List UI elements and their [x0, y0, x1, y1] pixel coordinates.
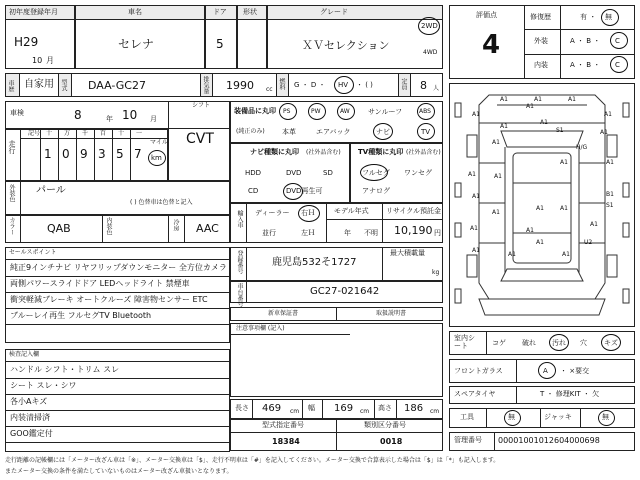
fuel-label: 燃料 [278, 78, 285, 90]
plate-number: 鹿児島532そ1727 [272, 257, 357, 268]
class-no-label: 類別区分番号 [364, 421, 406, 429]
diagram-damage-label: A1 [590, 221, 598, 228]
front-glass-selected: A [543, 367, 548, 375]
import-dealer: ディーラー [255, 209, 290, 217]
exterior-note: ( ) 色替車は色替と記入 [130, 199, 193, 206]
type-label: 型式 [60, 79, 67, 91]
exterior-color: パール [36, 185, 66, 196]
first-registration-era-year: H29 [14, 35, 39, 49]
inspection-label: 車検 [10, 109, 24, 117]
diagram-damage-label: A1 [536, 205, 544, 212]
first-registration-label: 初年度登録年月 [9, 8, 58, 16]
diagram-damage-label: U2 [584, 239, 593, 246]
exterior-label: 外装色 [8, 184, 15, 202]
mileage-header-cell: 十 [118, 130, 125, 137]
interior-grade-selected: C [615, 61, 620, 69]
model-year-year: 年 [344, 229, 351, 237]
interior-grade-label: 内装 [534, 61, 548, 69]
interior-sheet-label: 室内シート [454, 334, 475, 351]
diagram-damage-label: A1 [470, 225, 478, 232]
import-parallel: 並行 [262, 229, 276, 237]
front-glass-tail: ・ ×要交 [560, 367, 590, 375]
diagram-hg-mark: H/G [576, 144, 588, 151]
type-no-value: 18384 [272, 437, 300, 446]
sales-point-line: 純正9インチナビ リヤフリップダウンモニター 全方位カメラ [10, 263, 227, 272]
inspector-line: GOO鑑定付 [10, 429, 53, 438]
mileage-header-cell: 千 [82, 130, 89, 137]
sheet-option: 汚れ [552, 339, 566, 347]
mileage-digit: 3 [98, 147, 106, 161]
displacement-value: 1990 [226, 79, 254, 92]
repair-options: 有 ・ [580, 13, 597, 21]
sales-point-line: 衝突軽減ブレーキ オートクルーズ 障害物センサー ETC [10, 295, 208, 304]
width-label: 幅 [308, 404, 315, 412]
equip-aw: AW [340, 108, 350, 115]
diagram-damage-label: A1 [568, 96, 576, 103]
drive-2wd: 2WD [421, 22, 438, 30]
inspection-year: 8 [74, 108, 82, 122]
sales-point-line: ブルーレイ再生 フルセグTV Bluetooth [10, 311, 152, 320]
navi-sd: SD [323, 169, 333, 177]
fuel-selected: HV [338, 81, 349, 89]
diagram-damage-label: A1 [604, 111, 612, 118]
type-no-label: 型式指定番号 [262, 421, 304, 429]
navi-cd: CD [248, 187, 259, 195]
length-label: 長さ [235, 404, 249, 412]
diagram-damage-label: A1 [600, 129, 608, 136]
plate-label: 登録番号 [236, 250, 243, 274]
import-right: 右Ｈ [301, 209, 315, 217]
interior-grade-options: A ・ B ・ [570, 61, 601, 69]
displacement-unit: cc [266, 86, 273, 93]
equip-ps: PS [283, 108, 291, 115]
sheet-option: 破れ [522, 339, 536, 347]
grade-value: ＸＶセレクション [302, 39, 390, 52]
max-load-unit: kg [432, 269, 440, 276]
shift-label: シフト [192, 102, 211, 109]
footer-line-2: またメーター交換の条件を満たしていないものはメーター改ざん車扱いとなります。 [5, 468, 233, 475]
management-number: 00001001012604000698 [498, 436, 600, 445]
navi-dvd: DVD [286, 169, 302, 177]
diagram-damage-label: A1 [606, 159, 614, 166]
diagram-damage-label: A1 [534, 96, 542, 103]
import-label: 輸入車 [236, 210, 243, 228]
equip-sunroof: サンルーフ [368, 108, 403, 116]
doors-value: 5 [216, 37, 224, 51]
model-name: セレナ [118, 37, 155, 51]
tv-analog: アナログ [362, 187, 390, 195]
diagram-damage-label: A1 [526, 227, 534, 234]
diagram-damage-label: A1 [472, 111, 480, 118]
capacity-value: 8 [420, 79, 427, 92]
drive-4wd: 4WD [423, 49, 438, 56]
equipment-title: 装備品に丸印 [234, 107, 276, 115]
navi-note: (社外品含む) [306, 149, 341, 156]
jack-value: 無 [602, 413, 609, 421]
inspector-title: 検査記入欄 [9, 351, 40, 358]
diagram-damage-label: A1 [536, 239, 544, 246]
fuel-options: G ・ D ・ [294, 81, 326, 89]
equip-tv: TV [421, 128, 431, 136]
equip-abs: ABS [419, 108, 431, 115]
tools-label: 工具 [460, 413, 474, 421]
diagram-damage-label: A1 [472, 193, 480, 200]
tv-oneseg: ワンセグ [404, 169, 432, 177]
inspection-month-unit: 月 [150, 115, 157, 123]
navi-dvd-play: DVD再生可 [286, 187, 323, 195]
doors-label: ドア [213, 8, 227, 16]
color-code-value: QAB [47, 222, 71, 235]
first-registration-month: 10 [32, 56, 43, 65]
score-value: 4 [482, 30, 501, 60]
management-label: 管理番号 [454, 436, 482, 444]
chassis-number: GC27-021642 [310, 286, 380, 297]
height-value: 186 [404, 403, 424, 414]
recycle-amount: 10,190 [394, 224, 433, 237]
interior-color-label: 内装色 [105, 217, 112, 235]
recycle-label: リサイクル預託金 [386, 207, 442, 215]
usage-label: 車歴 [7, 80, 14, 92]
warranty-manual: 取扱説明書 [376, 310, 407, 317]
diagram-damage-label: A1 [492, 139, 500, 146]
front-glass-label: フロントガラス [454, 367, 503, 375]
mileage-digit: 7 [134, 147, 142, 161]
grade-label: グレード [320, 8, 348, 16]
diagram-damage-label: A1 [562, 251, 570, 258]
grade-header [268, 6, 442, 20]
ac-label: 冷房 [172, 219, 179, 231]
height-label: 高さ [378, 404, 392, 412]
diagram-damage-label: A1 [468, 171, 476, 178]
fuel-tail: ・ ( ) [356, 81, 373, 89]
width-unit: cm [360, 408, 370, 415]
tv-fullseg: フルセグ [362, 169, 390, 177]
mileage-label: 走行 [8, 140, 16, 154]
first-registration-month-unit: 月 [46, 56, 54, 65]
repair-label: 修復歴 [530, 13, 551, 21]
mileage-header-cell: 百 [100, 130, 107, 137]
spare-label: スペアタイヤ [454, 390, 496, 398]
height-unit: cm [430, 408, 440, 415]
mileage-digit: 5 [116, 147, 124, 161]
diagram-damage-label: A1 [492, 209, 500, 216]
max-load-label: 最大積載量 [390, 249, 425, 257]
mileage-unit-label: マイル [150, 139, 168, 146]
sales-point-line: 両側パワースライドドア LEDヘッドライト 禁煙車 [10, 279, 190, 288]
mileage-digit: 0 [62, 147, 70, 161]
width-value: 169 [334, 403, 354, 414]
exterior-grade-options: A ・ B ・ [570, 37, 601, 45]
sheet-option: 穴 [580, 339, 587, 347]
diagram-damage-label: B1 [606, 191, 614, 198]
import-left: 左Ｈ [301, 229, 315, 237]
length-value: 469 [262, 403, 282, 414]
capacity-label: 定員 [400, 78, 407, 90]
repair-selected: 無 [605, 13, 612, 21]
sheet-option: キズ [604, 339, 618, 347]
diagram-damage-label: A1 [500, 96, 508, 103]
inspection-month: 10 [122, 108, 138, 122]
length-unit: cm [290, 408, 300, 415]
spare-options: T ・ 修理KIT ・ 欠 [540, 390, 600, 398]
navi-title: ナビ種類に丸印 [250, 148, 299, 156]
sheet-option: コゲ [492, 339, 506, 347]
diagram-damage-label: A1 [500, 123, 508, 130]
model-year-label: モデル年式 [334, 207, 369, 215]
diagram-damage-label: A1 [494, 173, 502, 180]
inspector-line: 各小Aキズ [10, 397, 48, 406]
warranty-label: 新車保証書 [268, 310, 299, 317]
chassis-label: 車台番号 [236, 283, 243, 307]
model-name-label: 車名 [128, 8, 142, 16]
score-label: 評価点 [476, 11, 497, 19]
tv-note: (社外品含む) [406, 149, 441, 156]
tv-title: TV種類に丸印 [358, 148, 404, 156]
equip-pw: PW [311, 108, 321, 115]
exterior-grade-selected: C [615, 37, 620, 45]
diagram-damage-label: A1 [526, 103, 534, 110]
model-year-unknown: 不明 [364, 229, 378, 237]
mileage-header-cell: 一 [136, 130, 143, 137]
diagram-damage-label: S1 [556, 127, 564, 134]
inspector-line: 内装清掃済 [10, 413, 50, 422]
mileage-header-cell: 十 [46, 130, 53, 137]
mileage-unit: km [151, 154, 162, 162]
usage-value: 自家用 [24, 79, 54, 90]
tools-value: 無 [508, 413, 515, 421]
capacity-unit: 人 [433, 85, 440, 92]
inspector-line: ハンドル シフト・トリム スレ [10, 365, 120, 374]
diagram-damage-label: A1 [540, 119, 548, 126]
diagram-damage-label: S1 [606, 202, 614, 209]
mileage-header-cell: 記号 [28, 130, 41, 137]
equip-navi: ナビ [376, 128, 390, 136]
equip-airbag: エアバック [316, 128, 351, 136]
type-value: DAA-GC27 [88, 79, 146, 92]
shift-value: CVT [186, 131, 214, 147]
body-type-label: 形状 [243, 8, 257, 16]
diagram-damage-label: A1 [508, 251, 516, 258]
jack-label: ジャッキ [544, 413, 572, 421]
color-code-label: カラー [8, 217, 15, 235]
navi-hdd: HDD [245, 169, 262, 177]
equipment-subtitle: (純正のみ) [236, 128, 265, 135]
displacement-label: 排気量 [202, 76, 209, 94]
diagram-damage-label: A1 [560, 159, 568, 166]
diagram-damage-label: A1 [560, 205, 568, 212]
footer-line-1: 走行距離の記帳欄には「メーター改ざん車は「※」、メーター交換車は「$」、走行不明車は「#」を記入してください。メーター交換で合算表示した場合は「$」は「*」も記入します。 [5, 457, 500, 464]
sales-points-title: セールスポイント [9, 249, 57, 256]
equip-leather: 本革 [282, 128, 296, 136]
mileage-header-cell: 万 [64, 130, 71, 137]
mileage-digit: 1 [44, 147, 52, 161]
notes-title: 注意事項欄 (記入) [236, 325, 285, 332]
recycle-unit: 円 [434, 229, 441, 237]
mileage-digit: 9 [80, 147, 88, 161]
inspector-line: シート スレ・シワ [10, 381, 77, 390]
exterior-grade-label: 外装 [534, 37, 548, 45]
inspection-year-unit: 年 [106, 115, 113, 123]
diagram-damage-label: A1 [472, 247, 480, 254]
ac-value: AAC [196, 222, 219, 235]
class-no-value: 0018 [380, 437, 403, 446]
